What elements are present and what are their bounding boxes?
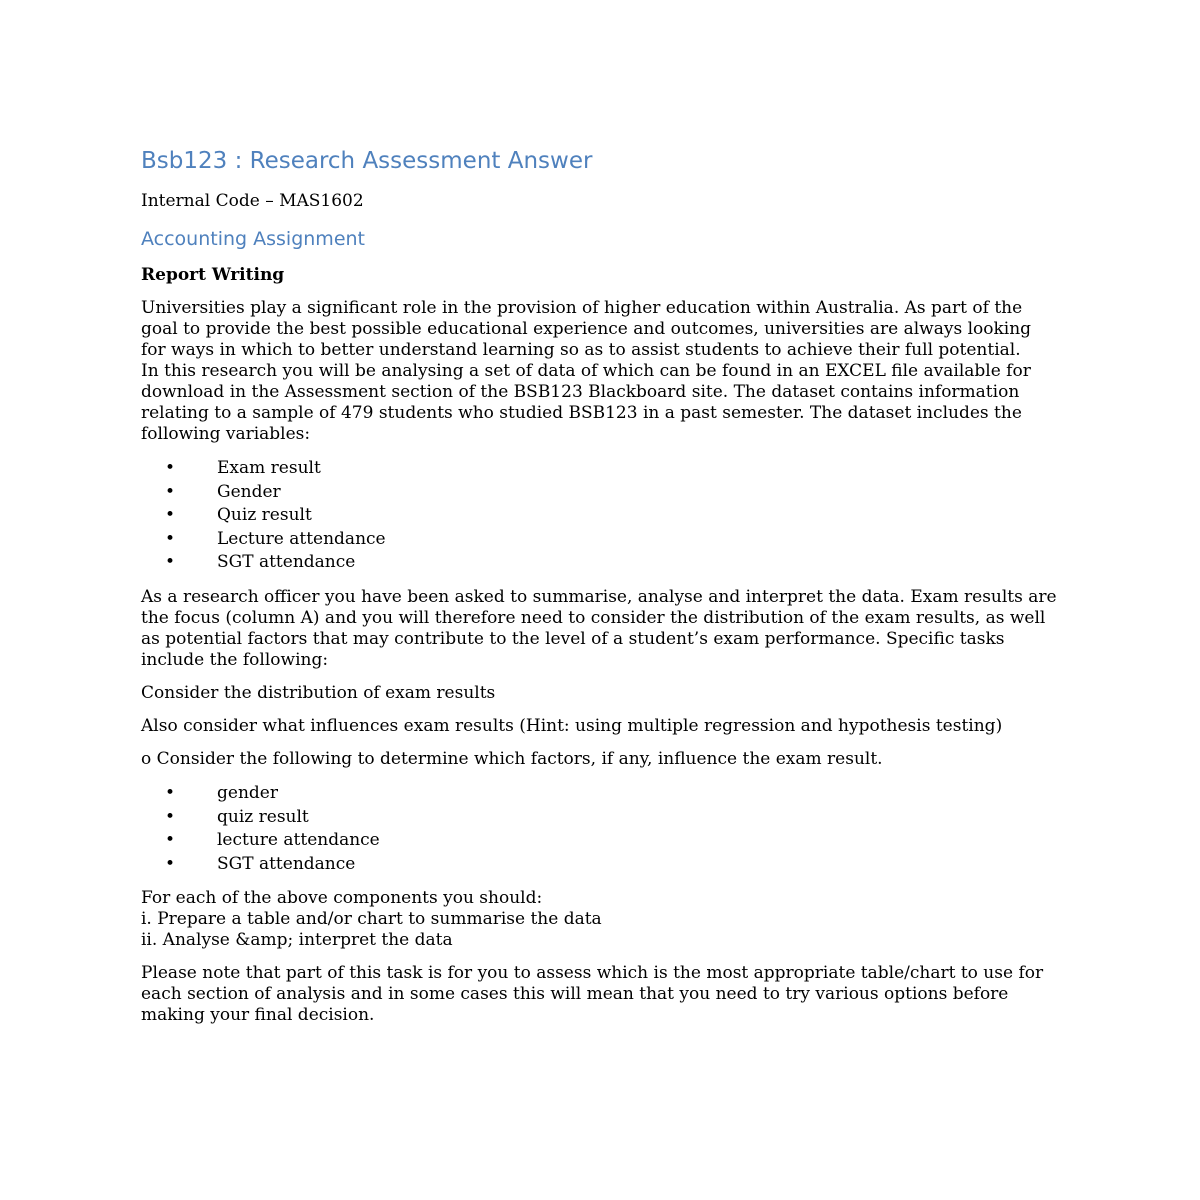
bullet-icon: • (165, 528, 176, 549)
task-3: o Consider the following to determine which factors, if any, influence the exam result. (141, 748, 883, 769)
intro-block (141, 298, 1061, 445)
list-item-text: SGT attendance (217, 552, 356, 573)
list-item (141, 457, 1061, 481)
components-intro: For each of the above components you should: (141, 888, 543, 909)
document-title: Bsb123 : Research Assessment Answer (141, 148, 593, 174)
list-item (141, 782, 1061, 806)
task-2: Also consider what influences exam results (Hint: using multiple regression and hypothesis testing) (141, 715, 1003, 736)
list-item-text: Lecture attendance (217, 528, 386, 549)
document-subtitle: Accounting Assignment (141, 228, 366, 250)
bullet-icon: • (165, 782, 176, 803)
bullet-icon: • (165, 830, 176, 851)
intro-paragraph-2: In this research you will be analysing a set of data of which can be found in an EXCEL file available for download in the Assessment section of the BSB123 Blackboard site. The dataset contains information relating to a sample of 479 students who studied BSB123 in a past semester. The dataset includes the following variables: (141, 361, 1031, 444)
list-item-text: quiz result (217, 806, 309, 827)
list-item (141, 853, 1061, 877)
task-paragraph: As a research officer you have been asked to summarise, analyse and interpret the data. Exam results are the focus (column A) and you will therefore need to consider the distribution of the exam results, as well as potential factors that may contribute to the level of a student’s exam performance. Specific tasks include the following: (141, 586, 1057, 670)
factors-list (141, 782, 1061, 876)
list-item-text: Exam result (217, 458, 321, 478)
list-item (141, 806, 1061, 830)
bullet-icon: • (165, 481, 176, 502)
list-item (141, 829, 1061, 853)
bullet-icon: • (165, 505, 176, 526)
bullet-icon: • (165, 552, 176, 573)
intro-paragraph-1: Universities play a significant role in the provision of higher education within Australia. As part of the goal to provide the best possible educational experience and outcomes, universities are always looking for ways in which to better understand learning so as to assist students to achieve their full potential. (141, 298, 1032, 360)
section-heading: Report Writing (141, 265, 285, 285)
list-item (141, 528, 1061, 552)
document-page (141, 146, 1061, 1038)
list-item (141, 504, 1061, 528)
bullet-icon: • (165, 806, 176, 827)
list-item (141, 481, 1061, 505)
bullet-icon: • (165, 458, 176, 478)
task-1: Consider the distribution of exam results (141, 682, 496, 703)
list-item-text: SGT attendance (217, 853, 356, 874)
list-item-text: Gender (217, 481, 281, 502)
list-item-text: lecture attendance (217, 830, 380, 851)
list-item-text: Quiz result (217, 505, 312, 526)
component-ii: ii. Analyse &amp; interpret the data (141, 930, 453, 951)
internal-code: Internal Code – MAS1602 (141, 191, 364, 211)
components-block (141, 888, 1061, 951)
component-i: i. Prepare a table and/or chart to summarise the data (141, 909, 602, 930)
closing-paragraph: Please note that part of this task is for you to assess which is the most appropriate table/chart to use for each section of analysis and in some cases this will mean that you need to try various options before making your final decision. (141, 963, 1044, 1026)
list-item (141, 551, 1061, 575)
variables-list (141, 457, 1061, 575)
list-item-text: gender (217, 782, 278, 803)
bullet-icon: • (165, 853, 176, 874)
